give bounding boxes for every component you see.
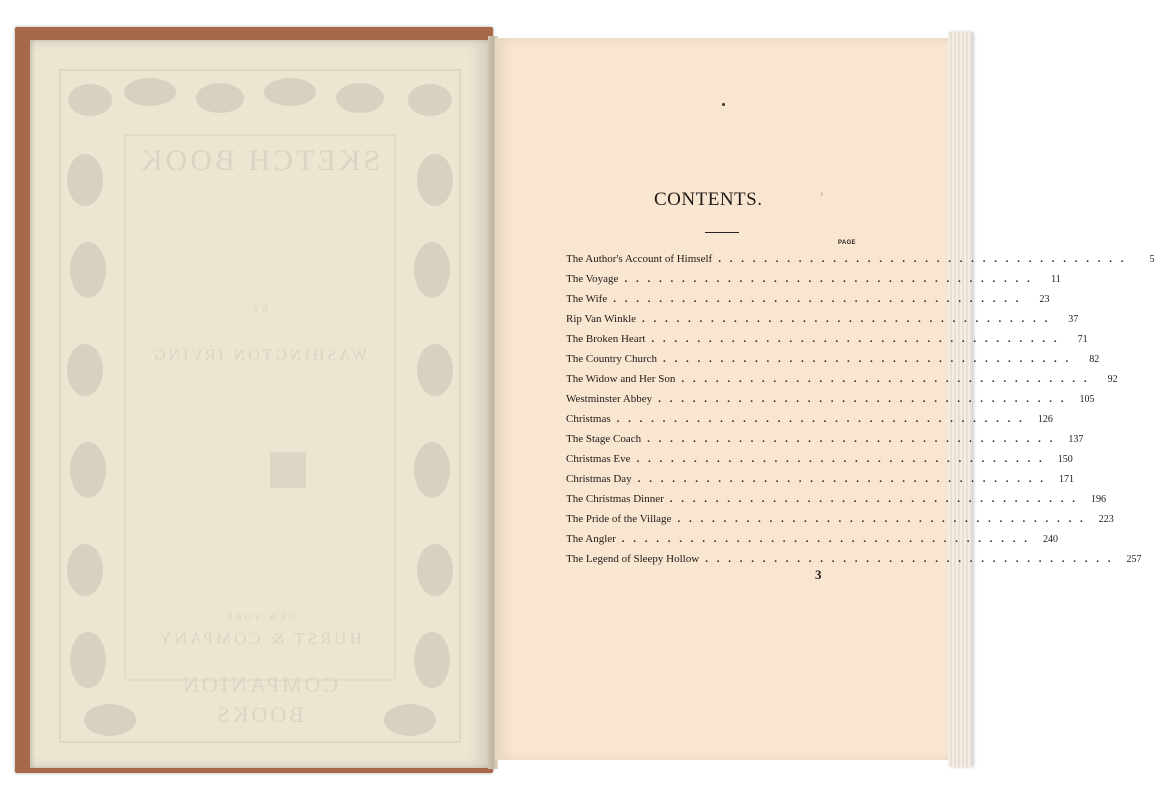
toc-entry-page: 126 xyxy=(1037,414,1053,425)
toc-entry-title: The Country Church xyxy=(566,353,658,365)
toc-entry xyxy=(566,429,1084,449)
toc-entry-title: The Christmas Dinner xyxy=(566,493,664,505)
toc-dot-leader: . . . . . . . . . . . . . . . . . . . . . . . . . . . . . . . . . . . . xyxy=(669,493,1079,505)
toc-entry-title: The Legend of Sleepy Hollow xyxy=(566,553,700,565)
toc-entry-title: Christmas Day xyxy=(566,473,632,485)
contents-heading: CONTENTS. xyxy=(654,189,763,210)
toc-entry-page: 71 xyxy=(1077,334,1088,345)
toc-entry-title: The Pride of the Village xyxy=(566,513,672,525)
toc-entry xyxy=(566,529,1059,549)
toc-entry xyxy=(566,289,1050,309)
toc-entry-title: Rip Van Winkle xyxy=(566,313,637,325)
toc-entry-page: 37 xyxy=(1068,314,1079,325)
page-column-label: PAGE xyxy=(838,240,856,246)
toc-entry-title: Christmas Eve xyxy=(566,453,631,465)
mirrored-title: SKETCH BOOK xyxy=(137,144,381,177)
mirrored-title-page-show-through xyxy=(30,40,488,768)
toc-entry xyxy=(566,389,1095,409)
table-of-contents xyxy=(566,249,1154,569)
toc-dot-leader: . . . . . . . . . . . . . . . . . . . . . . . . . . . . . . . . . . . . xyxy=(637,473,1046,485)
toc-entry xyxy=(566,449,1073,469)
toc-entry-page: 196 xyxy=(1091,494,1107,505)
toc-entry xyxy=(566,349,1100,369)
mirrored-series-line2: BOOKS xyxy=(214,702,304,727)
toc-entry xyxy=(566,329,1088,349)
toc-entry xyxy=(566,309,1079,329)
toc-dot-leader: . . . . . . . . . . . . . . . . . . . . . . . . . . . . . . . . . . . . xyxy=(658,393,1067,405)
toc-entry xyxy=(566,549,1142,569)
toc-entry-page: 137 xyxy=(1068,434,1084,445)
ink-mark: ʾ xyxy=(819,191,825,208)
toc-dot-leader: . . . . . . . . . . . . . . . . . . . . . . . . . . . . . . . . . . . . xyxy=(624,273,1033,285)
toc-entry-title: The Author's Account of Himself xyxy=(566,253,713,265)
toc-entry-page: 240 xyxy=(1043,534,1059,545)
paper-speck xyxy=(722,103,725,106)
mirrored-by: BY xyxy=(249,304,269,314)
toc-entry-title: The Voyage xyxy=(566,273,619,285)
mirrored-publisher: HURST & COMPANY xyxy=(156,629,362,648)
toc-dot-leader: . . . . . . . . . . . . . . . . . . . . . . . . . . . . . . . . . . . . xyxy=(651,333,1060,345)
toc-entry-page: 105 xyxy=(1079,394,1095,405)
toc-entry-title: The Broken Heart xyxy=(566,333,646,345)
toc-entry xyxy=(566,409,1053,429)
toc-entry-title: Westminster Abbey xyxy=(566,393,653,405)
toc-entry-page: 82 xyxy=(1089,354,1100,365)
toc-entry xyxy=(566,489,1107,509)
toc-entry-title: The Wife xyxy=(566,293,608,305)
left-page xyxy=(30,40,488,768)
toc-dot-leader: . . . . . . . . . . . . . . . . . . . . . . . . . . . . . . . . . . . . xyxy=(677,513,1086,525)
toc-entry-page: 150 xyxy=(1057,454,1073,465)
toc-entry-page: 11 xyxy=(1051,274,1061,285)
toc-dot-leader: . . . . . . . . . . . . . . . . . . . . . . . . . . . . . . . . . . . . xyxy=(663,353,1072,365)
toc-dot-leader: . . . . . . . . . . . . . . . . . . . . . . . . . . . . . . . . . . . . xyxy=(621,533,1031,545)
mirrored-series-line1: COMPANION xyxy=(179,672,339,697)
toc-dot-leader: . . . . . . . . . . . . . . . . . . . . . . . . . . . . . . . . . . . . xyxy=(718,253,1127,265)
toc-dot-leader: . . . . . . . . . . . . . . . . . . . . . . . . . . . . . . . . . . . . xyxy=(642,313,1051,325)
toc-entry-page: 171 xyxy=(1058,474,1074,485)
toc-dot-leader: . . . . . . . . . . . . . . . . . . . . . . . . . . . . . . . . . . . . xyxy=(705,553,1114,565)
toc-dot-leader: . . . . . . . . . . . . . . . . . . . . . . . . . . . . . . . . . . . . xyxy=(616,413,1025,425)
toc-dot-leader: . . . . . . . . . . . . . . . . . . . . . . . . . . . . . . . . . . . . xyxy=(647,433,1056,445)
heading-rule xyxy=(705,232,739,233)
mirrored-author: WASHINGTON IRVING xyxy=(150,347,368,364)
toc-entry-title: Christmas xyxy=(566,413,611,425)
toc-entry-title: The Stage Coach xyxy=(566,433,642,445)
folio-page-number: 3 xyxy=(815,567,822,582)
toc-entry xyxy=(566,369,1118,389)
toc-entry-page: 23 xyxy=(1039,294,1050,305)
toc-entry-title: The Angler xyxy=(566,533,616,545)
toc-entry-page: 5 xyxy=(1149,254,1154,265)
mirrored-city: NEW YORK xyxy=(223,612,295,622)
toc-entry xyxy=(566,509,1114,529)
toc-entry-page: 223 xyxy=(1098,514,1114,525)
toc-entry-page: 257 xyxy=(1126,554,1142,565)
toc-dot-leader: . . . . . . . . . . . . . . . . . . . . . . . . . . . . . . . . . . . . xyxy=(636,453,1045,465)
toc-entry-title: The Widow and Her Son xyxy=(566,373,676,385)
toc-entry-page: 92 xyxy=(1107,374,1118,385)
toc-dot-leader: . . . . . . . . . . . . . . . . . . . . . . . . . . . . . . . . . . . . xyxy=(613,293,1022,305)
toc-dot-leader: . . . . . . . . . . . . . . . . . . . . . . . . . . . . . . . . . . . . xyxy=(681,373,1090,385)
toc-entry xyxy=(566,249,1154,269)
toc-entry xyxy=(566,469,1074,489)
toc-entry xyxy=(566,269,1061,289)
